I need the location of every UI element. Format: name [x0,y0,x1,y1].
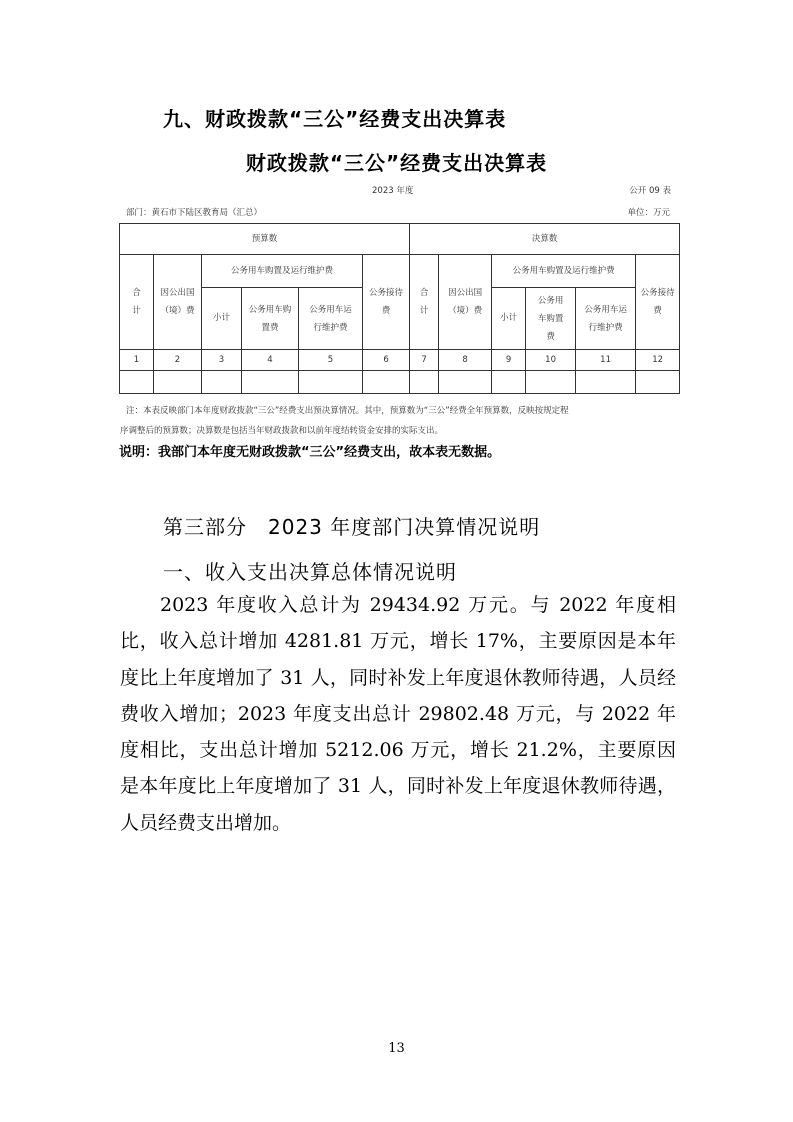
actual-group-header: 决算数 [410,224,680,255]
section-heading: 九、财政拨款“三公”经费支出决算表 [163,107,507,131]
form-code: 公开 09 表 [629,186,671,196]
year-label: 2023 年度 [372,186,414,196]
data-cell [526,371,576,394]
no-data-statement: 说明：我部门本年度无财政拨款“三公”经费支出，故本表无数据。 [119,445,501,460]
actual-reception-header: 公务接待费 [636,255,680,350]
department-label: 部门：黄石市下陆区教育局（汇总） [126,208,263,218]
budget-reception-header: 公务接待费 [363,255,410,350]
data-cell [363,371,410,394]
actual-abroad-header: 因公出国（境）费 [439,255,492,350]
data-cell [576,371,636,394]
table-note-line2: 序调整后的预算数；决算数是包括当年财政拨款和以前年度结转资金安排的实际支出。 [120,426,444,436]
data-cell [636,371,680,394]
data-cell [154,371,202,394]
actual-subtotal-header: 小计 [492,288,526,350]
column-number: 9 [492,350,526,371]
column-number: 3 [202,350,242,371]
data-cell [299,371,363,394]
budget-vehicle-group-header: 公务用车购置及运行维护费 [202,255,363,288]
three-public-expenses-table [119,223,680,394]
unit-label: 单位：万元 [627,208,670,218]
budget-abroad-header: 因公出国（境）费 [154,255,202,350]
data-cell [202,371,242,394]
column-number: 11 [576,350,636,371]
subsection-title: 一、收入支出决算总体情况说明 [163,560,457,584]
body-paragraph: 2023 年度收入总计为 29434.92 万元。与 2022 年度相比，收入总计增加 4281.81 万元，增长 17%，主要原因是本年度比上年度增加了 31 人，同时补发上年度退休教师待遇，人员经费收入增加；2023 年度支出总计 29802.48 万元，与 2022 年度相比，支出总计增加 5212.06 万元，增长 21.2%，主要原因是本年度比上年度增加了 31 人，同时补发上年度退休教师待遇，人员经费支出增加。 [120,594,676,834]
column-number: 8 [439,350,492,371]
column-number: 7 [410,350,439,371]
data-cell [410,371,439,394]
actual-vehicle-purchase-header: 公务用车购置费 [526,288,576,350]
budget-vehicle-operation-header: 公务用车运行维护费 [299,288,363,350]
empty-data-row [120,371,680,394]
column-number-row [120,350,680,371]
column-number: 10 [526,350,576,371]
column-number: 6 [363,350,410,371]
column-number: 12 [636,350,680,371]
column-number: 1 [120,350,154,371]
part-title: 第三部分 2023 年度部门决算情况说明 [163,515,541,539]
budget-subtotal-header: 小计 [202,288,242,350]
table-title: 财政拨款“三公”经费支出决算表 [245,151,548,175]
table-note-line1: 注：本表反映部门本年度财政拨款“三公”经费支出预决算情况。其中，预算数为“三公”经费全年预算数，反映按规定程 [126,406,569,416]
budget-vehicle-purchase-header: 公务用车购置费 [242,288,299,350]
budget-total-header: 合计 [120,255,154,350]
column-number: 5 [299,350,363,371]
actual-vehicle-group-header: 公务用车购置及运行维护费 [492,255,636,288]
actual-vehicle-operation-header: 公务用车运行维护费 [576,288,636,350]
column-number: 4 [242,350,299,371]
data-cell [120,371,154,394]
data-cell [492,371,526,394]
actual-total-header: 合计 [410,255,439,350]
column-number: 2 [154,350,202,371]
budget-group-header: 预算数 [120,224,410,255]
page-number: 13 [388,1041,405,1056]
data-cell [242,371,299,394]
data-cell [439,371,492,394]
